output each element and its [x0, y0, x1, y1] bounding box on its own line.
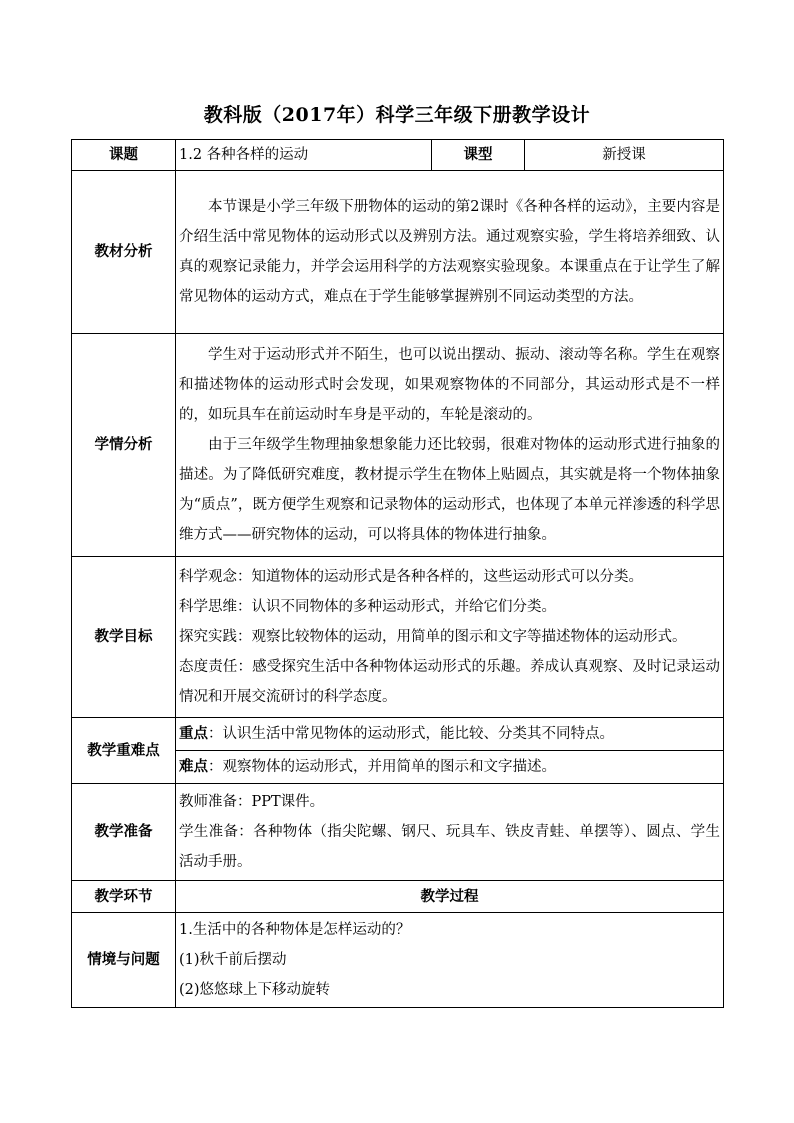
objectives-row [72, 557, 724, 718]
topic-value: 1.2 各种各样的运动 [176, 140, 432, 171]
objectives-cell [176, 557, 724, 718]
preparation-row [72, 784, 724, 881]
document-title: 教科版（2017年）科学三年级下册教学设计 [203, 104, 591, 126]
scenario-line: (2)悠悠球上下移动旋转 [179, 982, 331, 998]
section-header-label: 教学环节 [72, 881, 176, 913]
material-analysis-cell [176, 171, 724, 334]
key-point-label: 重点 [179, 725, 208, 742]
scenario-line: 1.生活中的各种物体是怎样运动的？ [179, 922, 411, 938]
type-value: 新授课 [525, 140, 724, 171]
preparation-label: 教学准备 [72, 784, 176, 881]
objectives-label: 教学目标 [72, 557, 176, 718]
key-point-row [72, 718, 724, 751]
process-header-row [72, 881, 724, 913]
key-point-text: ：认识生活中常见物体的运动形式，能比较、分类其不同特点。 [208, 726, 614, 742]
scenario-line: (1)秋千前后摆动 [179, 952, 287, 968]
student-analysis-row [72, 334, 724, 557]
process-header-label: 教学过程 [176, 881, 724, 913]
scenario-row [72, 913, 724, 1008]
student-analysis-paragraph: 学生对于运动形式并不陌生，也可以说出摆动、振动、滚动等名称。学生在观察和描述物体的运动形式时会发现，如果观察物体的不同部分，其运动形式是不一样的，如玩具车在前运动时车身是平动的，车轮是滚动的。 [179, 347, 720, 423]
difficult-point-label: 难点 [179, 758, 208, 775]
material-analysis-row [72, 171, 724, 334]
scenario-cell [176, 913, 724, 1008]
objective-item: 科学观念：知道物体的运动形式是各种各样的，这些运动形式可以分类。 [179, 569, 643, 585]
type-label: 课型 [432, 140, 525, 171]
lesson-plan-table [71, 139, 724, 1008]
key-point-cell [176, 718, 724, 751]
material-analysis-text: 本节课是小学三年级下册物体的运动的第2课时《各种各样的运动》，主要内容是介绍生活中常见物体的运动形式以及辨别方法。通过观察实验，学生将培养细致、认真的观察记录能力，并学会运用科学的方法观察实验现象。本课重点在于让学生了解常见物体的运动方式，难点在于学生能够掌握辨别不同运动类型的方法。 [179, 199, 720, 305]
material-analysis-label: 教材分析 [72, 171, 176, 334]
student-preparation: 学生准备：各种物体（指尖陀螺、钢尺、玩具车、铁皮青蛙、单摆等）、圆点、学生活动手册。 [179, 824, 720, 870]
difficult-point-cell [176, 751, 724, 784]
difficult-point-text: ：观察物体的运动形式，并用简单的图示和文字描述。 [208, 759, 556, 775]
teacher-preparation: 教师准备：PPT课件。 [179, 794, 325, 810]
key-points-label: 教学重难点 [72, 718, 176, 784]
objective-item: 科学思维：认识不同物体的多种运动形式，并给它们分类。 [179, 599, 556, 615]
objective-item: 态度责任：感受探究生活中各种物体运动形式的乐趣。养成认真观察、及时记录运动情况和开展交流研讨的科学态度。 [179, 659, 720, 705]
objective-item: 探究实践：观察比较物体的运动，用简单的图示和文字等描述物体的运动形式。 [179, 629, 687, 645]
scenario-label: 情境与问题 [72, 913, 176, 1008]
preparation-cell [176, 784, 724, 881]
topic-row [72, 140, 724, 171]
student-analysis-paragraph: 由于三年级学生物理抽象想象能力还比较弱，很难对物体的运动形式进行抽象的描述。为了降低研究难度，教材提示学生在物体上贴圆点，其实就是将一个物体抽象为“质点”，既方便学生观察和记录物体的运动形式，也体现了本单元祥渗透的科学思维方式——研究物体的运动，可以将具体的物体进行抽象。 [179, 437, 720, 543]
topic-label: 课题 [72, 140, 176, 171]
student-analysis-cell [176, 334, 724, 557]
student-analysis-label: 学情分析 [72, 334, 176, 557]
